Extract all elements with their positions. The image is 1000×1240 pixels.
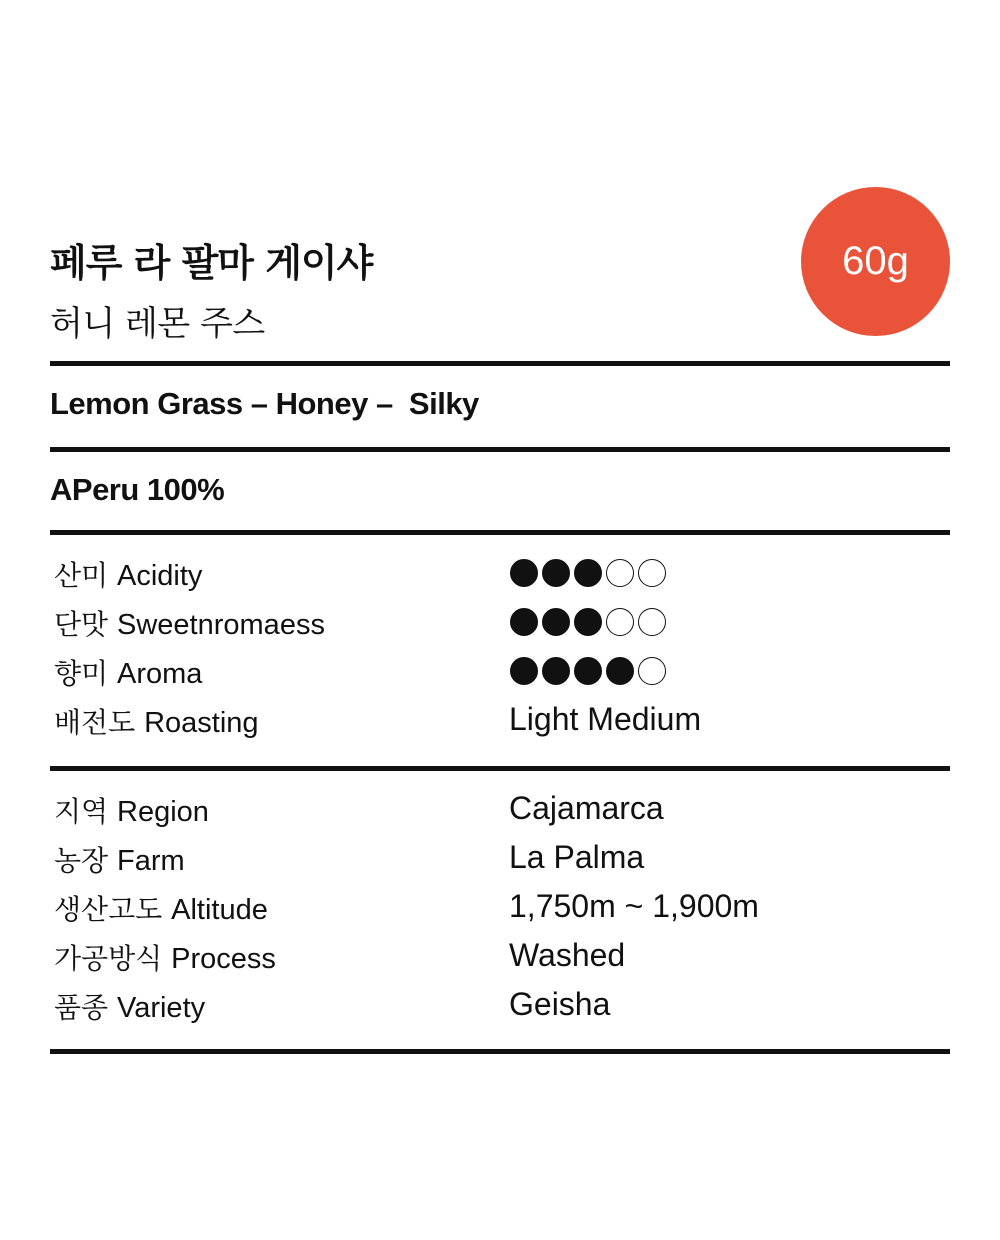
rating-dot-filled bbox=[574, 559, 602, 587]
rating-dot-filled bbox=[542, 657, 570, 685]
label-ko: 배전도 bbox=[54, 706, 136, 739]
divider-top bbox=[50, 361, 950, 366]
profile-label bbox=[54, 606, 325, 644]
origin-row-process bbox=[0, 937, 1000, 989]
rating-dots bbox=[510, 608, 666, 636]
rating-dot-filled bbox=[542, 608, 570, 636]
tasting-notes: Lemon Grass – Honey – Silky bbox=[50, 386, 479, 421]
origin-value: La Palma bbox=[509, 839, 645, 875]
profile-label bbox=[54, 655, 202, 693]
origin-label bbox=[54, 940, 276, 978]
divider-bottom bbox=[50, 1049, 950, 1054]
rating-dot-empty bbox=[638, 608, 666, 636]
product-subtitle: 허니 레몬 주스 bbox=[50, 304, 265, 344]
rating-dot-filled bbox=[606, 657, 634, 685]
label-ko: 단맛 bbox=[54, 608, 109, 641]
rating-dot-filled bbox=[542, 559, 570, 587]
rating-dot-filled bbox=[510, 559, 538, 587]
rating-dot-empty bbox=[606, 608, 634, 636]
weight-badge bbox=[801, 187, 950, 336]
origin-row-farm bbox=[0, 839, 1000, 891]
label-en: Acidity bbox=[117, 560, 203, 592]
origin-label bbox=[54, 842, 185, 880]
label-en: Farm bbox=[117, 845, 185, 877]
origin-value: Geisha bbox=[509, 986, 611, 1022]
label-ko: 지역 bbox=[54, 795, 109, 828]
profile-label bbox=[54, 704, 259, 742]
label-en: Process bbox=[171, 943, 276, 975]
label-en: Region bbox=[117, 796, 209, 828]
weight-value: 60g bbox=[842, 239, 909, 283]
roasting-value: Light Medium bbox=[509, 701, 702, 737]
product-title: 페루 라 팔마 게이샤 bbox=[50, 241, 373, 285]
rating-dots bbox=[510, 657, 666, 685]
label-en: Variety bbox=[117, 992, 206, 1024]
profile-label bbox=[54, 557, 202, 595]
rating-dot-empty bbox=[638, 559, 666, 587]
origin-value: Washed bbox=[509, 937, 626, 973]
label-en: Altitude bbox=[171, 894, 268, 926]
rating-dot-empty bbox=[606, 559, 634, 587]
rating-dot-filled bbox=[510, 657, 538, 685]
profile-row-sweetness bbox=[0, 606, 1000, 655]
origin-value: Cajamarca bbox=[509, 790, 664, 826]
divider-profile bbox=[50, 766, 950, 771]
blend-info: APeru 100% bbox=[50, 472, 225, 507]
label-en: Roasting bbox=[144, 707, 259, 739]
rating-dot-empty bbox=[638, 657, 666, 685]
origin-row-region bbox=[0, 790, 1000, 842]
profile-row-roasting bbox=[0, 701, 1000, 753]
origin-value: 1,750m ~ 1,900m bbox=[509, 888, 759, 924]
rating-dot-filled bbox=[510, 608, 538, 636]
label-ko: 향미 bbox=[54, 657, 109, 690]
label-ko: 품종 bbox=[54, 991, 109, 1024]
profile-row-acidity bbox=[0, 557, 1000, 606]
label-en: Sweetnromaess bbox=[117, 609, 325, 641]
profile-row-aroma bbox=[0, 655, 1000, 704]
divider-notes bbox=[50, 447, 950, 452]
origin-row-altitude bbox=[0, 888, 1000, 940]
origin-label bbox=[54, 989, 205, 1027]
label-ko: 산미 bbox=[54, 559, 109, 592]
origin-label bbox=[54, 793, 209, 831]
origin-row-variety bbox=[0, 986, 1000, 1038]
origin-label bbox=[54, 891, 268, 929]
divider-blend bbox=[50, 530, 950, 535]
label-ko: 가공방식 bbox=[54, 942, 163, 975]
rating-dot-filled bbox=[574, 657, 602, 685]
rating-dots bbox=[510, 559, 666, 587]
label-en: Aroma bbox=[117, 658, 203, 690]
label-ko: 생산고도 bbox=[54, 893, 163, 926]
label-ko: 농장 bbox=[54, 844, 109, 877]
rating-dot-filled bbox=[574, 608, 602, 636]
